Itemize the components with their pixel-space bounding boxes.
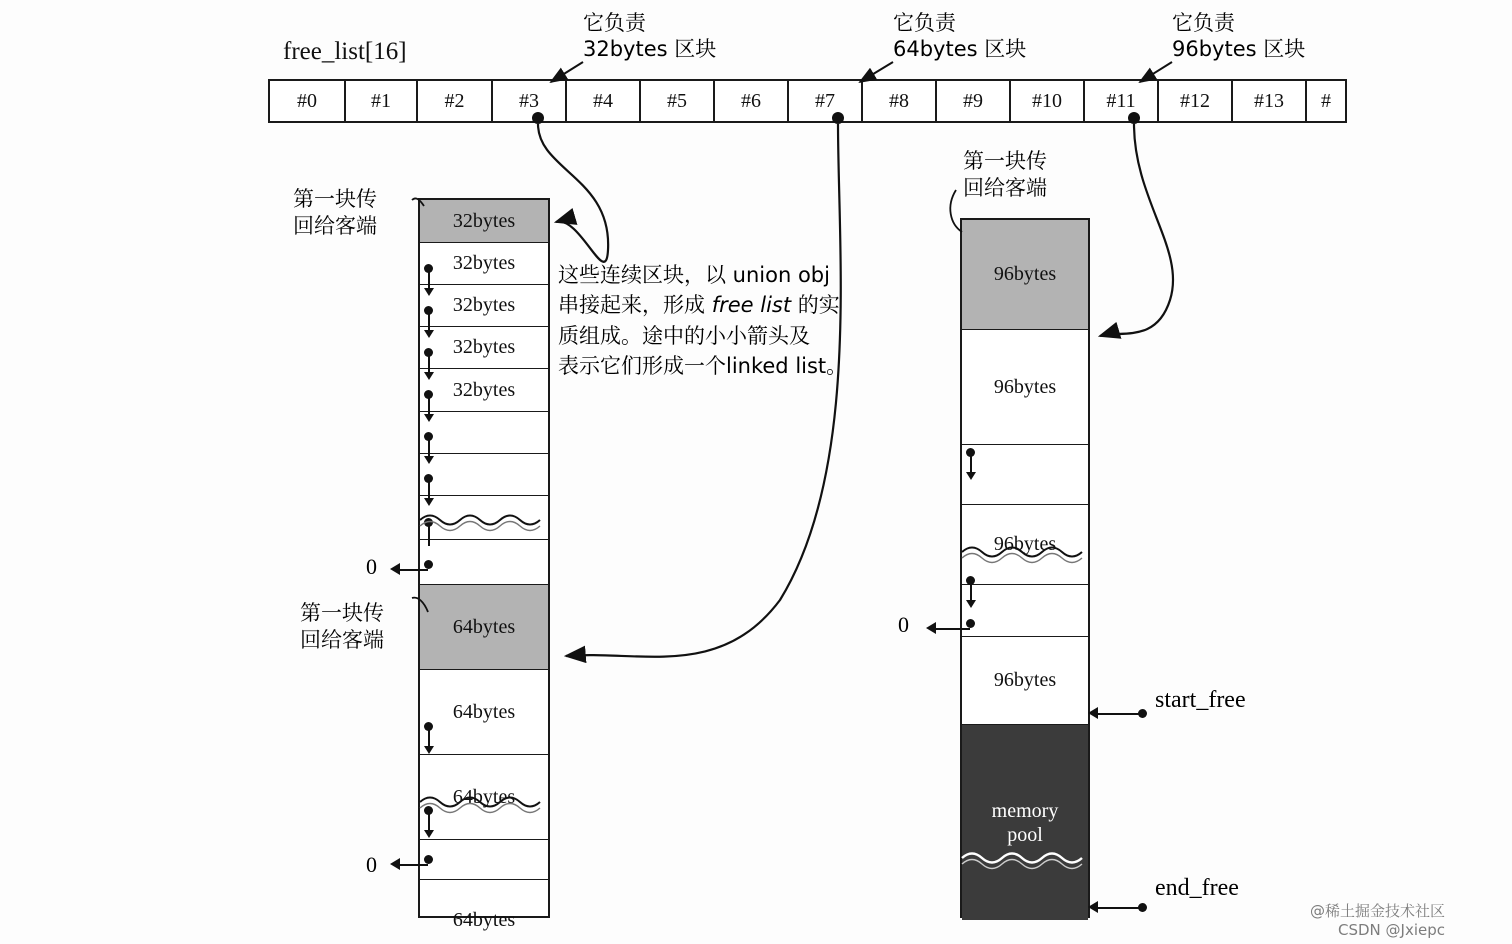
memory-pool-label-line2: pool — [1007, 823, 1043, 846]
link-arrowhead — [424, 414, 434, 422]
free-list-slot[interactable]: #10 — [1011, 81, 1085, 121]
annotation-96bytes — [1172, 10, 1305, 63]
block-32-empty — [420, 496, 548, 540]
free-list-slot[interactable]: #8 — [863, 81, 937, 121]
watermark — [1310, 900, 1445, 939]
block-32-empty — [420, 540, 548, 585]
note-first-block-32: 第一块传 回给客端 — [293, 187, 377, 239]
link-arrowhead — [424, 330, 434, 338]
free-list-slot[interactable]: #0 — [270, 81, 346, 121]
free-list-slot[interactable]: #11 — [1085, 81, 1159, 121]
block-96-empty — [962, 585, 1088, 637]
free-list-label: free_list[16] — [283, 38, 407, 65]
right-block-column — [960, 218, 1090, 918]
free-list-slot[interactable]: #1 — [346, 81, 418, 121]
watermark-line1: @稀土掘金技术社区 — [1310, 902, 1446, 920]
end-free-label: end_free — [1155, 875, 1239, 901]
annotation-32bytes-line2: 32bytes 区块 — [583, 37, 717, 62]
annotation-64bytes — [893, 10, 1026, 63]
link-dot — [424, 560, 433, 569]
free-list-slot[interactable]: #5 — [641, 81, 715, 121]
link-dot — [424, 855, 433, 864]
block-32-first: 32bytes — [420, 200, 548, 243]
null-arrowhead — [926, 622, 936, 634]
block-96-first: 96bytes — [962, 220, 1088, 330]
block-64-first: 64bytes — [420, 585, 548, 670]
note-first-block-64: 第一块传 回给客端 — [300, 601, 384, 653]
annotation-64bytes-line2: 64bytes 区块 — [893, 37, 1027, 62]
note-first-block-96: 第一块传 回给客端 — [963, 149, 1047, 201]
block-32-empty — [420, 412, 548, 454]
null-terminator-96: 0 — [898, 612, 909, 637]
note-line: 这些连续区块，以 union obj — [558, 263, 830, 287]
block-64-empty — [420, 840, 548, 880]
null-stem — [930, 628, 970, 630]
free-list-slot[interactable]: #3 — [493, 81, 567, 121]
free-list-slot[interactable]: #13 — [1233, 81, 1307, 121]
link-arrowhead — [424, 498, 434, 506]
free-list-slot[interactable]: #4 — [567, 81, 641, 121]
start-free-stem — [1096, 713, 1140, 715]
block-32: 32bytes — [420, 369, 548, 412]
block-32: 32bytes — [420, 243, 548, 285]
block-96: 96bytes — [962, 637, 1088, 725]
memory-pool-block — [962, 725, 1088, 920]
watermark-line2: CSDN @Jxiepc — [1338, 921, 1446, 939]
annotation-64bytes-line1: 它负责 — [893, 11, 956, 35]
null-arrowhead — [390, 563, 400, 575]
free-list-slot[interactable]: #7 — [789, 81, 863, 121]
note-line-part: 串接起来，形成 — [558, 293, 712, 318]
null-arrowhead — [390, 858, 400, 870]
link-dot — [966, 619, 975, 628]
start-free-label: start_free — [1155, 687, 1246, 713]
free-list-slot[interactable]: #2 — [418, 81, 493, 121]
link-arrowhead — [424, 288, 434, 296]
memory-pool-label-line1: memory — [991, 799, 1059, 822]
free-list-slot[interactable]: #12 — [1159, 81, 1233, 121]
note-line-italic — [558, 290, 878, 320]
block-32: 32bytes — [420, 285, 548, 327]
note-union-obj — [558, 260, 878, 382]
block-32: 32bytes — [420, 327, 548, 369]
link-arrowhead — [424, 456, 434, 464]
note-line: 质组成。途中的小小箭头及 — [558, 323, 810, 348]
link-arrowhead — [966, 600, 976, 608]
end-free-stem — [1096, 907, 1140, 909]
block-64: 64bytes — [452, 908, 516, 931]
free-list-slot[interactable]: #6 — [715, 81, 789, 121]
block-96-empty — [962, 445, 1088, 505]
note-line-part: 的实 — [791, 293, 840, 318]
free-list-slot[interactable]: # — [1321, 89, 1331, 112]
annotation-96bytes-line2: 96bytes 区块 — [1172, 37, 1306, 62]
null-terminator-32: 0 — [366, 554, 377, 579]
annotation-32bytes-line1: 它负责 — [583, 11, 646, 35]
left-block-column — [418, 198, 550, 931]
free-list-slot[interactable]: #9 — [937, 81, 1011, 121]
start-free-arrowhead — [1088, 707, 1098, 719]
link-stem — [428, 526, 430, 546]
block-64: 64bytes — [420, 670, 548, 755]
block-64: 64bytes — [420, 755, 548, 840]
link-arrowhead — [424, 830, 434, 838]
link-arrowhead — [424, 372, 434, 380]
link-arrowhead — [424, 746, 434, 754]
block-32-empty — [420, 454, 548, 496]
end-free-arrowhead — [1088, 901, 1098, 913]
annotation-32bytes — [583, 10, 716, 63]
block-96: 96bytes — [962, 505, 1088, 585]
free-list-array — [268, 79, 1347, 123]
link-arrowhead — [966, 472, 976, 480]
null-terminator-64: 0 — [366, 852, 377, 877]
block-96: 96bytes — [962, 330, 1088, 445]
annotation-96bytes-line1: 它负责 — [1172, 11, 1235, 35]
note-line-emph: free list — [711, 293, 792, 318]
note-line: 表示它们形成一个linked list。 — [558, 354, 848, 379]
